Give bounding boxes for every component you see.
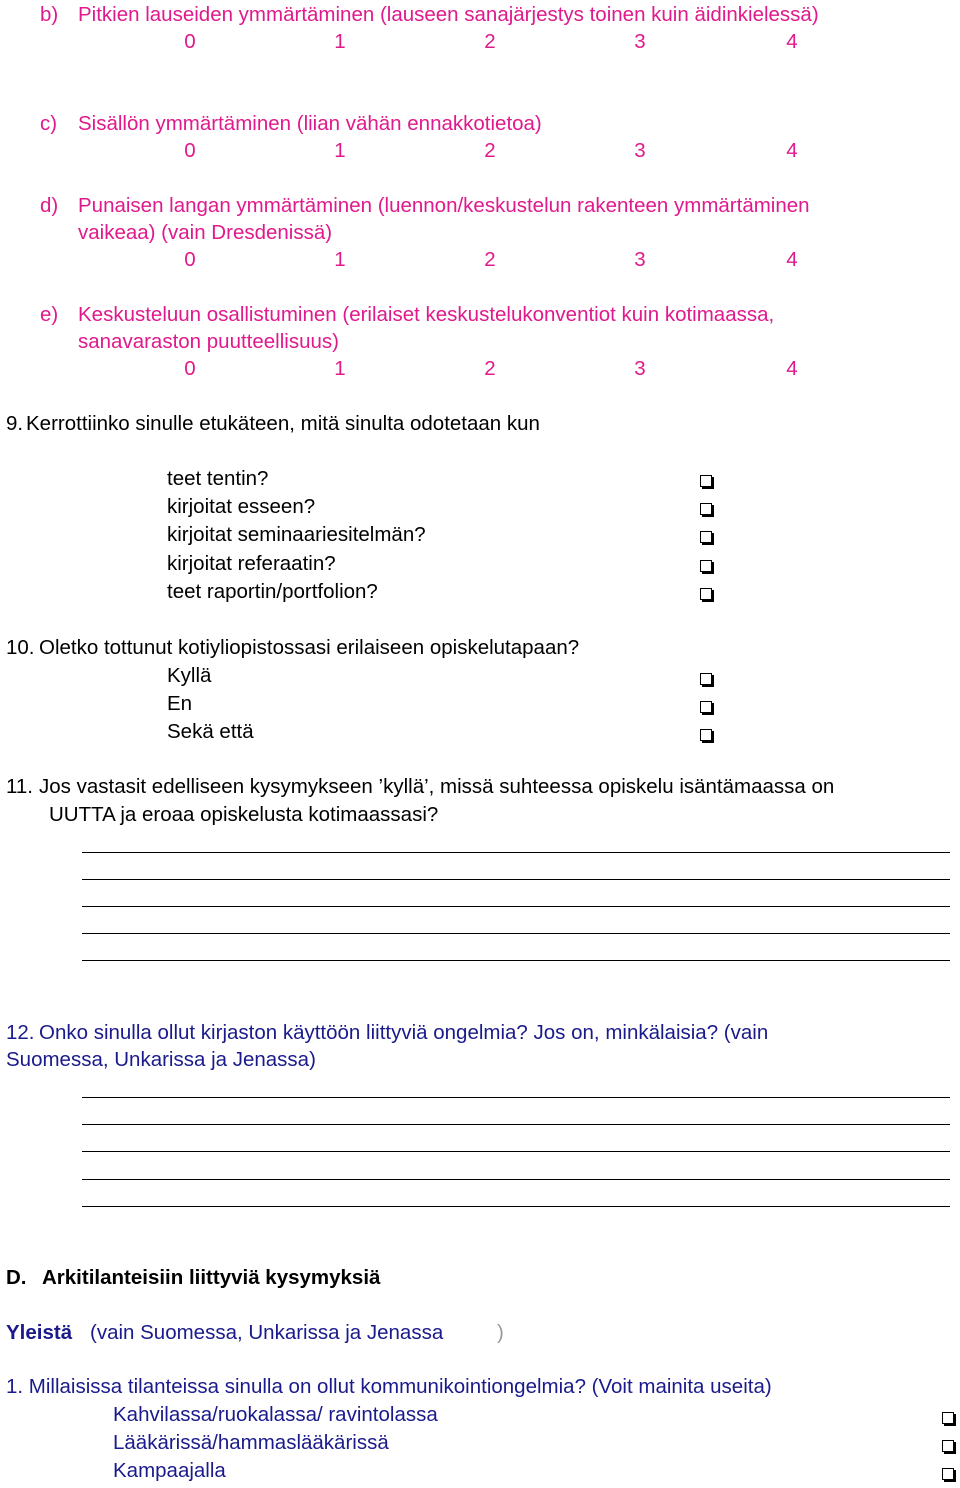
scale-0[interactable]: 0 xyxy=(184,357,196,380)
question-number: 10. xyxy=(6,636,35,659)
scale-2[interactable]: 2 xyxy=(484,357,496,380)
answer-line[interactable] xyxy=(82,1097,950,1098)
checkbox[interactable] xyxy=(700,729,712,741)
answer-line[interactable] xyxy=(82,1179,950,1180)
checkbox[interactable] xyxy=(700,503,712,515)
scale-1[interactable]: 1 xyxy=(334,30,346,53)
item-letter: d) xyxy=(40,194,59,217)
checkbox[interactable] xyxy=(700,560,712,572)
scale-0[interactable]: 0 xyxy=(184,139,196,162)
item-text-line-2: sanavaraston puutteellisuus) xyxy=(78,330,339,353)
scale-0[interactable]: 0 xyxy=(184,248,196,271)
general-title: Yleistä xyxy=(6,1321,73,1344)
answer-line[interactable] xyxy=(82,1124,950,1125)
item-text-line-1: Punaisen langan ymmärtäminen (luennon/keskustelun rakenteen ymmärtäminen xyxy=(78,194,810,217)
answer-line[interactable] xyxy=(82,852,950,853)
option-label: kirjoitat referaatin? xyxy=(167,552,336,575)
item-text-line-1: Keskusteluun osallistuminen (erilaiset keskustelukonventiot kuin kotimaassa, xyxy=(78,303,775,326)
answer-line[interactable] xyxy=(82,906,950,907)
scale-4[interactable]: 4 xyxy=(786,248,798,271)
scale-2[interactable]: 2 xyxy=(484,30,496,53)
option-label: En xyxy=(167,692,193,715)
answer-line[interactable] xyxy=(82,1151,950,1152)
question-text-line-1: Onko sinulla ollut kirjaston käyttöön liittyviä ongelmia? Jos on, minkälaisia? (vain xyxy=(39,1021,769,1044)
option-label: teet raportin/portfolion? xyxy=(167,580,378,603)
checkbox[interactable] xyxy=(700,475,712,487)
scale-0[interactable]: 0 xyxy=(184,30,196,53)
option-label: Sekä että xyxy=(167,720,254,743)
answer-line[interactable] xyxy=(82,933,950,934)
option-label: teet tentin? xyxy=(167,467,269,490)
answer-line[interactable] xyxy=(82,960,950,961)
question-text: Oletko tottunut kotiyliopistossasi erilaiseen opiskelutapaan? xyxy=(39,636,580,659)
answer-line[interactable] xyxy=(82,879,950,880)
checkbox[interactable] xyxy=(942,1468,954,1480)
question-text-line-2: Suomessa, Unkarissa ja Jenassa) xyxy=(6,1048,316,1071)
question-text: 1. Millaisissa tilanteissa sinulla on ollut kommunikointiongelmia? (Voit mainita useita) xyxy=(6,1375,772,1398)
checkbox[interactable] xyxy=(942,1440,954,1452)
scale-4[interactable]: 4 xyxy=(786,139,798,162)
general-note-close: ) xyxy=(497,1321,504,1344)
scale-4[interactable]: 4 xyxy=(786,30,798,53)
checkbox[interactable] xyxy=(700,531,712,543)
checkbox[interactable] xyxy=(700,588,712,600)
item-text-line-2: vaikeaa) (vain Dresdenissä) xyxy=(78,221,333,244)
question-number: 9. xyxy=(6,412,24,435)
item-letter: c) xyxy=(40,112,58,135)
scale-3[interactable]: 3 xyxy=(634,357,646,380)
scale-2[interactable]: 2 xyxy=(484,248,496,271)
option-label: Kyllä xyxy=(167,664,212,687)
option-label: Kampaajalla xyxy=(113,1459,226,1482)
scale-3[interactable]: 3 xyxy=(634,248,646,271)
item-text: Pitkien lauseiden ymmärtäminen (lauseen sanajärjestys toinen kuin äidinkielessä) xyxy=(78,3,819,26)
general-note: (vain Suomessa, Unkarissa ja Jenassa xyxy=(90,1321,444,1344)
item-letter: e) xyxy=(40,303,59,326)
scale-1[interactable]: 1 xyxy=(334,248,346,271)
checkbox[interactable] xyxy=(700,673,712,685)
option-label: Lääkärissä/hammaslääkärissä xyxy=(113,1431,389,1454)
section-title: Arkitilanteisiin liittyviä kysymyksiä xyxy=(42,1266,381,1289)
question-number: 12. xyxy=(6,1021,35,1044)
scale-3[interactable]: 3 xyxy=(634,30,646,53)
item-letter: b) xyxy=(40,3,59,26)
scale-2[interactable]: 2 xyxy=(484,139,496,162)
question-text-line-1: Jos vastasit edelliseen kysymykseen ’kyllä’, missä suhteessa opiskelu isäntämaassa on xyxy=(39,775,835,798)
checkbox[interactable] xyxy=(942,1412,954,1424)
answer-line[interactable] xyxy=(82,1206,950,1207)
question-text-line-2: UUTTA ja eroaa opiskelusta kotimaassasi? xyxy=(49,803,439,826)
section-letter: D. xyxy=(6,1266,27,1289)
scale-1[interactable]: 1 xyxy=(334,357,346,380)
option-label: kirjoitat seminaariesitelmän? xyxy=(167,523,426,546)
option-label: kirjoitat esseen? xyxy=(167,495,316,518)
option-label: Kahvilassa/ruokalassa/ ravintolassa xyxy=(113,1403,438,1426)
scale-4[interactable]: 4 xyxy=(786,357,798,380)
checkbox[interactable] xyxy=(700,701,712,713)
question-text: Kerrottiinko sinulle etukäteen, mitä sinulta odotetaan kun xyxy=(26,412,540,435)
scale-1[interactable]: 1 xyxy=(334,139,346,162)
scale-3[interactable]: 3 xyxy=(634,139,646,162)
item-text: Sisällön ymmärtäminen (liian vähän ennakkotietoa) xyxy=(78,112,542,135)
question-number: 11. xyxy=(6,775,33,798)
